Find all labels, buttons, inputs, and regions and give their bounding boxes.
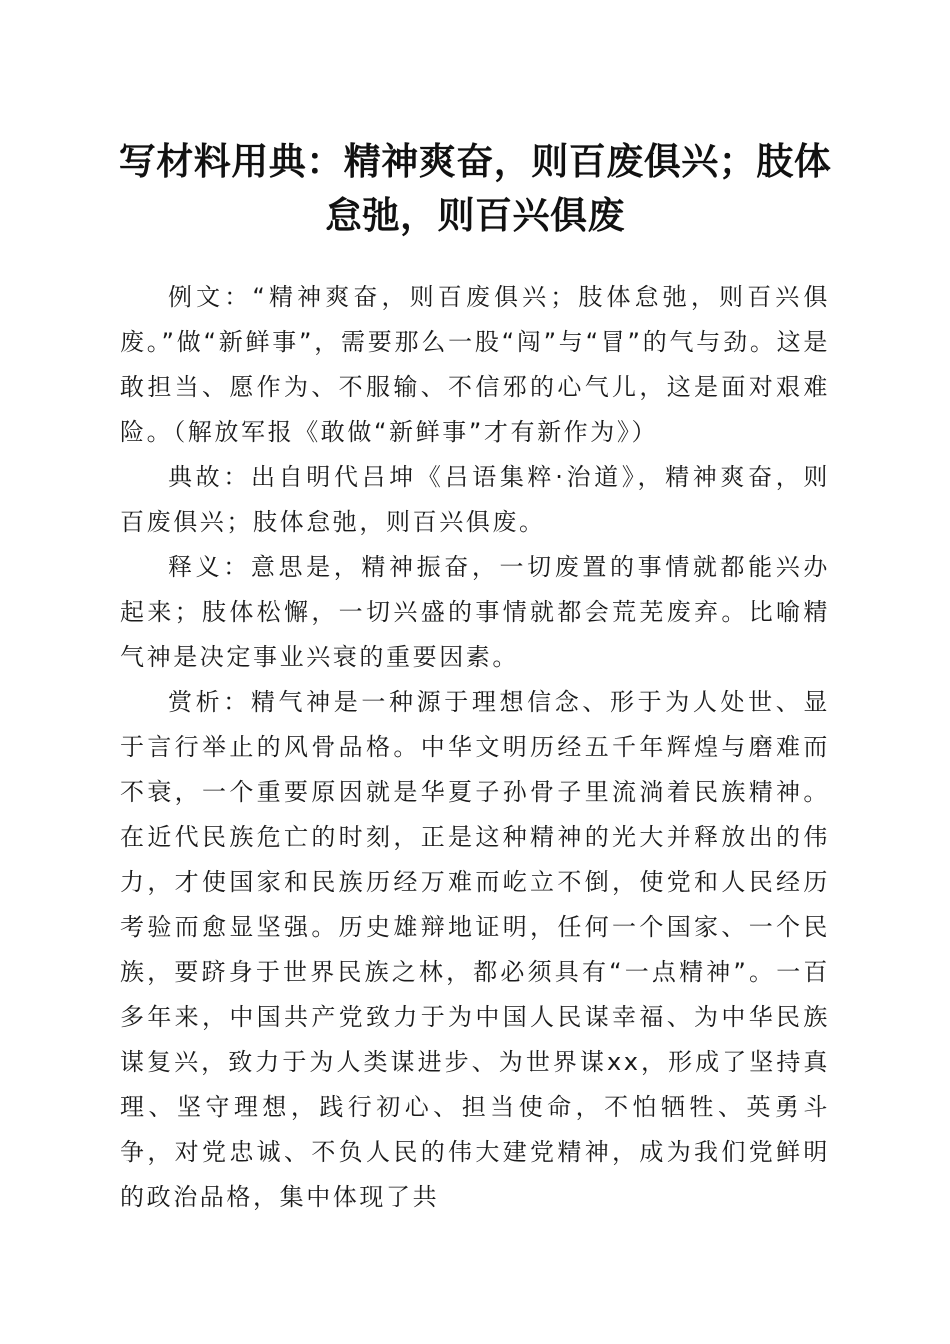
paragraph-allusion: 典故：出自明代吕坤《吕语集粹·治道》，精神爽奋，则百废俱兴；肢体怠弛，则百兴俱废。: [120, 463, 830, 536]
document-title: 写材料用典：精神爽奋，则百废俱兴；肢体怠弛，则百兴俱废: [118, 139, 832, 237]
paragraph-example: 例文：“精神爽奋，则百废俱兴；肢体怠弛，则百兴俱废。”做“新鲜事”，需要那么一股“闯”与“冒”的气与劲。这是敢担当、愿作为、不服输、不信邪的心气儿，这是面对艰难险。（解放军报《敢做“新鲜事”才有新作为》）: [120, 283, 830, 446]
document-body: [120, 275, 830, 1220]
paragraph-appreciation: 赏析：精气神是一种源于理想信念、形于为人处世、显于言行举止的风骨品格。中华文明历经五千年辉煌与磨难而不衰，一个重要原因就是华夏子孙骨子里流淌着民族精神。在近代民族危亡的时刻，正是这种精神的光大并释放出的伟力，才使国家和民族历经万难而屹立不倒，使党和人民经历考验而愈显坚强。历史雄辩地证明，任何一个国家、一个民族，要跻身于世界民族之林，都必须具有“一点精神”。一百多年来，中国共产党致力于为中国人民谋幸福、为中华民族谋复兴，致力于为人类谋进步、为世界谋xx，形成了坚持真理、坚守理想，践行初心、担当使命，不怕牺牲、英勇斗争，对党忠诚、不负人民的伟大建党精神，成为我们党鲜明的政治品格，集中体现了共: [120, 688, 830, 1211]
paragraph-meaning: 释义：意思是，精神振奋，一切废置的事情就都能兴办起来；肢体松懈，一切兴盛的事情就都会荒芜废弃。比喻精气神是决定事业兴衰的重要因素。: [120, 553, 830, 671]
